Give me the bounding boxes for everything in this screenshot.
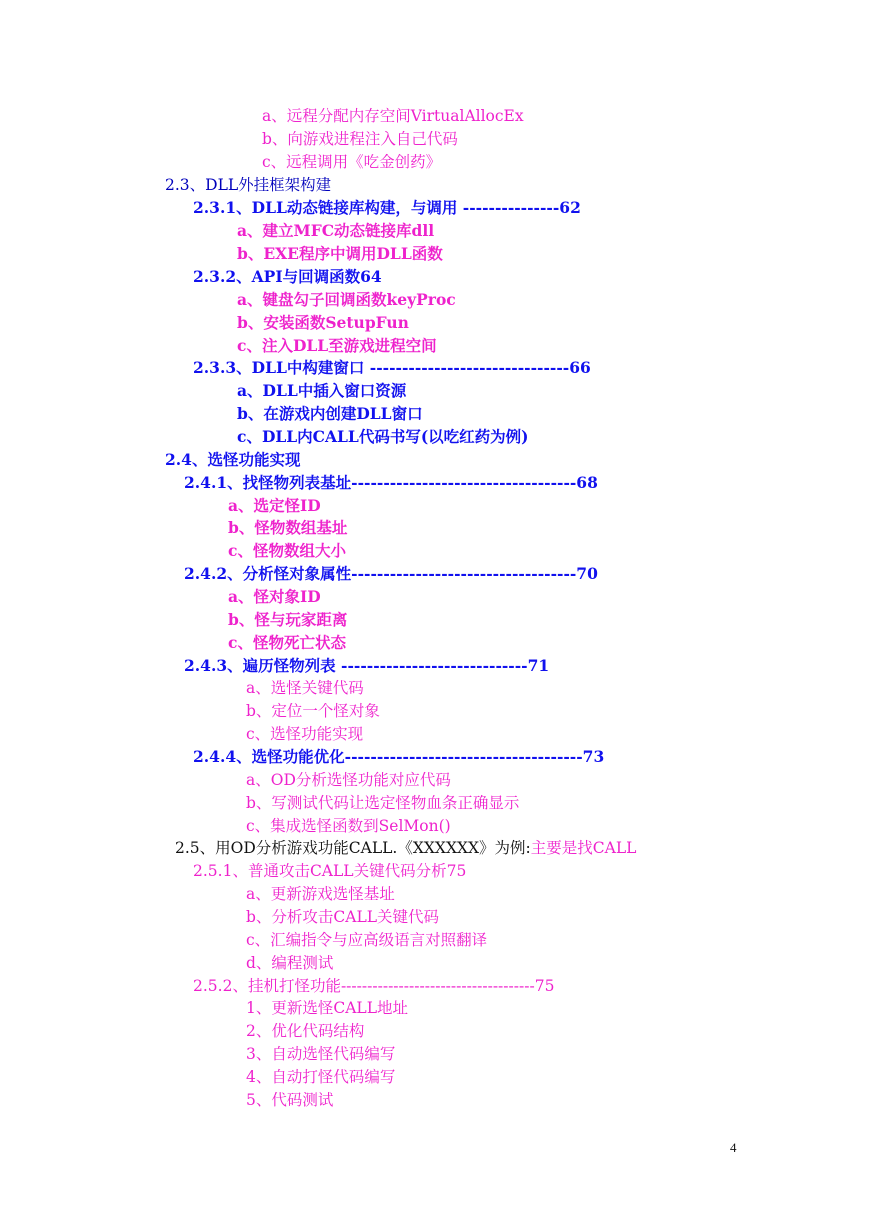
toc-section xyxy=(175,837,636,859)
toc-item: c、怪物数组大小 xyxy=(228,541,346,560)
toc-item: d、编程测试 xyxy=(246,954,334,972)
toc-section: 2.4、选怪功能实现 xyxy=(165,450,301,469)
toc-subsection: 2.3.3、DLL中构建窗口 -------------------------------66 xyxy=(193,358,591,377)
toc-subsection: 2.4.1、找怪物列表基址-----------------------------------68 xyxy=(184,473,598,492)
toc-item: b、安装函数SetupFun xyxy=(237,313,409,332)
toc-item: c、DLL内CALL代码书写(以吃红药为例) xyxy=(237,427,529,446)
toc-item: b、EXE程序中调用DLL函数 xyxy=(237,244,443,263)
toc-subsection: 2.4.2、分析怪对象属性-----------------------------------70 xyxy=(184,564,598,583)
toc-subsection: 2.3.2、API与回调函数64 xyxy=(193,267,382,286)
toc-item: b、写测试代码让选定怪物血条正确显示 xyxy=(246,794,520,812)
toc-subsection: 2.4.4、选怪功能优化-------------------------------------73 xyxy=(193,747,605,766)
toc-item: 4、自动打怪代码编写 xyxy=(246,1068,396,1086)
toc-item: a、键盘勾子回调函数keyProc xyxy=(237,290,456,309)
toc-item: b、怪与玩家距离 xyxy=(228,610,348,629)
toc-item: 2、优化代码结构 xyxy=(246,1022,365,1040)
toc-section-title: 2.5、用OD分析游戏功能CALL.《XXXXXX》为例: xyxy=(175,839,531,857)
toc-item: a、选定怪ID xyxy=(228,496,321,515)
toc-item: b、怪物数组基址 xyxy=(228,518,348,537)
toc-subsection: 2.3.1、DLL动态链接库构建，与调用 ---------------62 xyxy=(193,198,581,217)
toc-item: c、汇编指令与应高级语言对照翻译 xyxy=(246,931,488,949)
toc-item: b、分析攻击CALL关键代码 xyxy=(246,908,440,926)
toc-subsection: 2.5.2、挂机打怪功能-------------------------------------75 xyxy=(193,977,555,995)
page-number: 4 xyxy=(730,1140,737,1155)
toc-item: b、定位一个怪对象 xyxy=(246,702,380,720)
toc-item: c、怪物死亡状态 xyxy=(228,633,346,652)
toc-item: c、远程调用《吃金创药》 xyxy=(262,153,442,171)
toc-subsection: 2.4.3、遍历怪物列表 -----------------------------71 xyxy=(184,656,550,675)
toc-section: 2.3、DLL外挂框架构建 xyxy=(165,176,332,194)
toc-item: c、选怪功能实现 xyxy=(246,725,364,743)
toc-section-note: 主要是找CALL xyxy=(530,839,637,857)
toc-item: 3、自动选怪代码编写 xyxy=(246,1045,396,1063)
toc-item: b、在游戏内创建DLL窗口 xyxy=(237,404,423,423)
toc-item: a、更新游戏选怪基址 xyxy=(246,885,395,903)
toc-item: 1、更新选怪CALL地址 xyxy=(246,999,409,1017)
toc-item: a、怪对象ID xyxy=(228,587,321,606)
toc-item: b、向游戏进程注入自己代码 xyxy=(262,130,458,148)
toc-item: a、OD分析选怪功能对应代码 xyxy=(246,771,451,789)
toc-item: c、注入DLL至游戏进程空间 xyxy=(237,336,437,355)
toc-item: c、集成选怪函数到SelMon() xyxy=(246,817,451,835)
toc-item: a、远程分配内存空间VirtualAllocEx xyxy=(262,107,524,125)
toc-subsection: 2.5.1、普通攻击CALL关键代码分析75 xyxy=(193,862,467,880)
toc-item: a、DLL中插入窗口资源 xyxy=(237,381,407,400)
toc-item: 5、代码测试 xyxy=(246,1091,334,1109)
toc-item: a、建立MFC动态链接库dll xyxy=(237,221,435,240)
toc-item: a、选怪关键代码 xyxy=(246,679,364,697)
